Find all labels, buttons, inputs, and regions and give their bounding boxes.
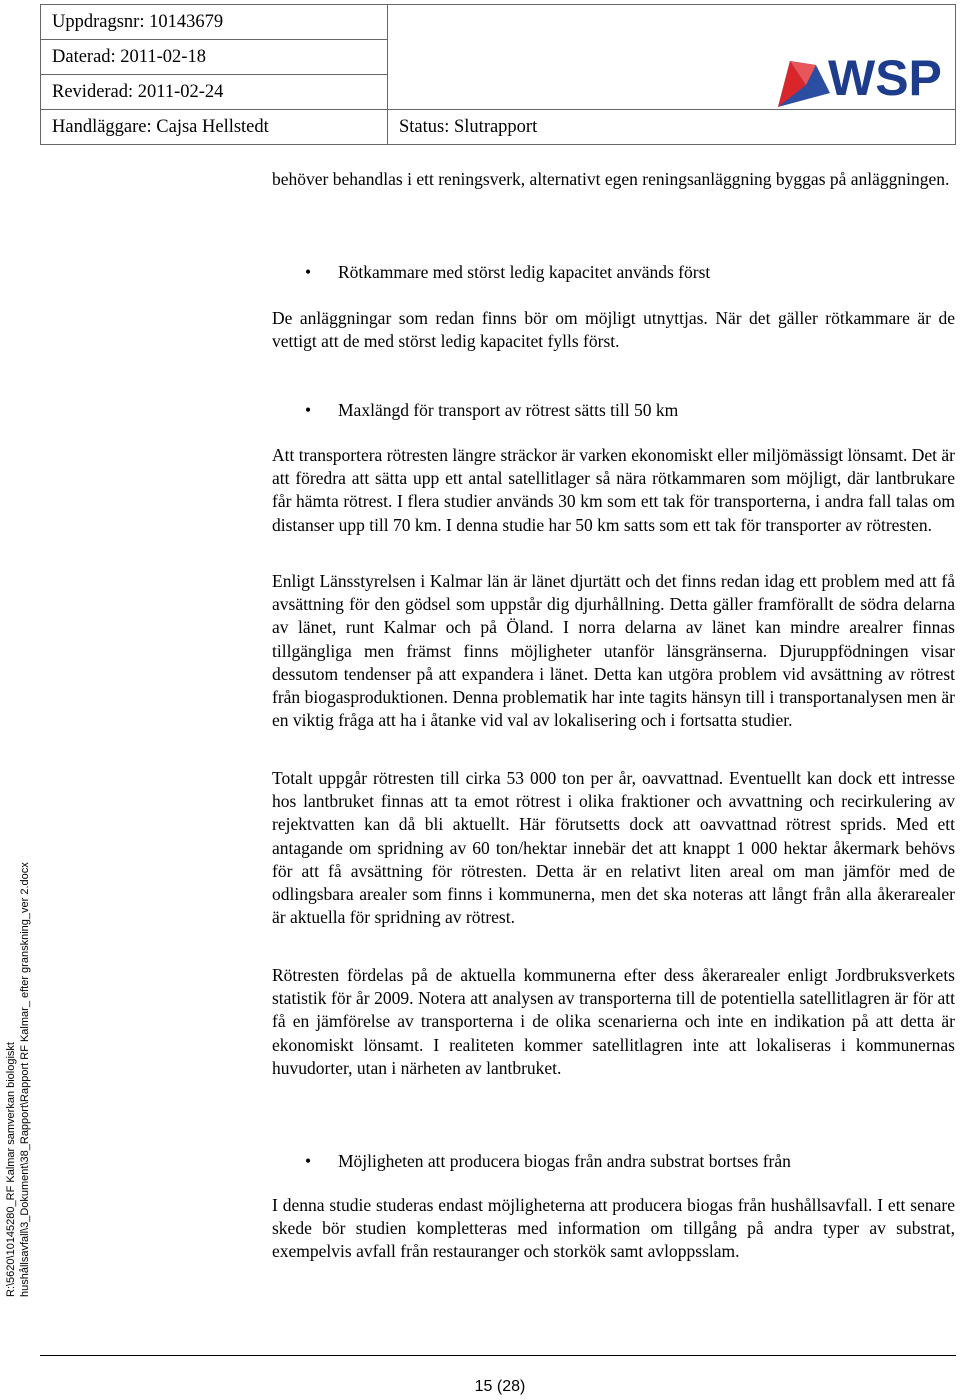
document-header	[40, 4, 956, 145]
file-path-line-2: hushållsavfall\3_Dokument\38_Rapport\Rapport RF Kalmar_ efter granskning_ver 2.docx	[19, 862, 31, 1297]
dated: Daterad: 2011-02-18	[41, 40, 388, 75]
bullet-text: Maxlängd för transport av rötrest sätts till 50 km	[338, 400, 679, 420]
file-path	[4, 862, 32, 1297]
paragraph-3: Att transportera rötresten längre sträckor är varken ekonomiskt eller miljömässigt lönsamt. Det är att föredra att sätta upp ett antal satellitlager så nära rötkammaren som möjligt, där lantbrukare får hämta rötrest. I flera studier används 30 km som ett tak för transporterna, i andra fall talas om distanser upp till 70 km. I denna studie har 50 km satts som ett tak för transporter av rötresten.	[272, 445, 955, 535]
paragraph-1: behöver behandlas i ett reningsverk, alternativt egen reningsanläggning byggas på anläggningen.	[272, 169, 950, 189]
bullet-text: Rötkammare med störst ledig kapacitet används först	[338, 262, 711, 282]
assignment-number: Uppdragsnr: 10143679	[41, 5, 388, 40]
bullet-symbol: •	[305, 262, 312, 282]
paragraph-4: Enligt Länsstyrelsen i Kalmar län är länet djurtätt och det finns redan idag ett problem med att få avsättning för den gödsel som uppstår dig djurhållning. Detta gäller framförallt de södra delarna av länet, runt Kalmar och på Öland. I norra delarna av länet kan mindre arealrer finnas tillgängliga men främst finns möjligheter utanför länsgränserna. Djuruppfödningen visar dessutom tendenser på att expandera i länet. Detta kan utgöra problem vid avsättning av rötrest från biogasproduktionen. Denna problematik har inte tagits hänsyn till i transportanalysen men är en viktig fråga att ha i åtanke vid val av lokalisering och i fortsatta studier.	[272, 571, 955, 731]
paragraph-7: I denna studie studeras endast möjligheterna att producera biogas från hushållsavfall. I ett senare skede bör studien kompletteras med information om tillgång på andra typer av substrat, exempelvis avfall från restauranger och storkök samt avloppsslam.	[272, 1195, 955, 1262]
file-path-line-1: R:\5620\10145280_RF Kalmar samverkan biologiskt	[5, 1042, 17, 1297]
logo-text: WSP	[828, 50, 942, 106]
status: Status: Slutrapport	[399, 117, 538, 137]
case-officer: Handläggare: Cajsa Hellstedt	[41, 110, 388, 145]
logo-cell	[388, 5, 955, 110]
footer-divider	[40, 1355, 956, 1356]
wsp-logo	[776, 39, 960, 109]
bullet-text: Möjligheten att producera biogas från andra substrat bortses från	[338, 1151, 791, 1171]
paragraph-6: Rötresten fördelas på de aktuella kommunerna efter dess åkerarealer enligt Jordbruksverkets statistik för år 2009. Notera att analysen av transporterna till de potentiella satellitlagren är för att få en jämförelse av transporterna i de olika scenarierna och inte en indikation på att detta är ekonomiskt lönsamt. I realiteten kommer satellitlagren inte att lokaliseras i kommunernas huvudorter, utan i närheten av lantbruket.	[272, 965, 955, 1078]
page-number: 15 (28)	[474, 1378, 526, 1395]
bullet-symbol: •	[305, 1151, 312, 1171]
revised: Reviderad: 2011-02-24	[41, 75, 388, 110]
paragraph-2: De anläggningar som redan finns bör om möjligt utnyttjas. När det gäller rötkammare är de vettigt att de med störst ledig kapacitet fylls först.	[272, 308, 955, 352]
paragraph-5: Totalt uppgår rötresten till cirka 53 000 ton per år, oavvattnad. Eventuellt kan dock ett intresse hos lantbruket finnas att ta emot rötrest i olika fraktioner och avvattning och recirkulering av rejektvatten kan då bli aktuellt. Här förutsetts dock att oavvattnad rötrest sprids. Med ett antagande om spridning av 60 ton/hektar innebär det att knappt 1 000 hektar åkermark behövs för att få avsättning för rötresten. Detta är en relativt liten areal om man jämför med de odlingsbara arealer som finns i kommunerna, men det ska noteras att långt från alla åkerarealer är aktuella för spridning av rötrest.	[272, 768, 955, 928]
bullet-symbol: •	[305, 400, 312, 420]
